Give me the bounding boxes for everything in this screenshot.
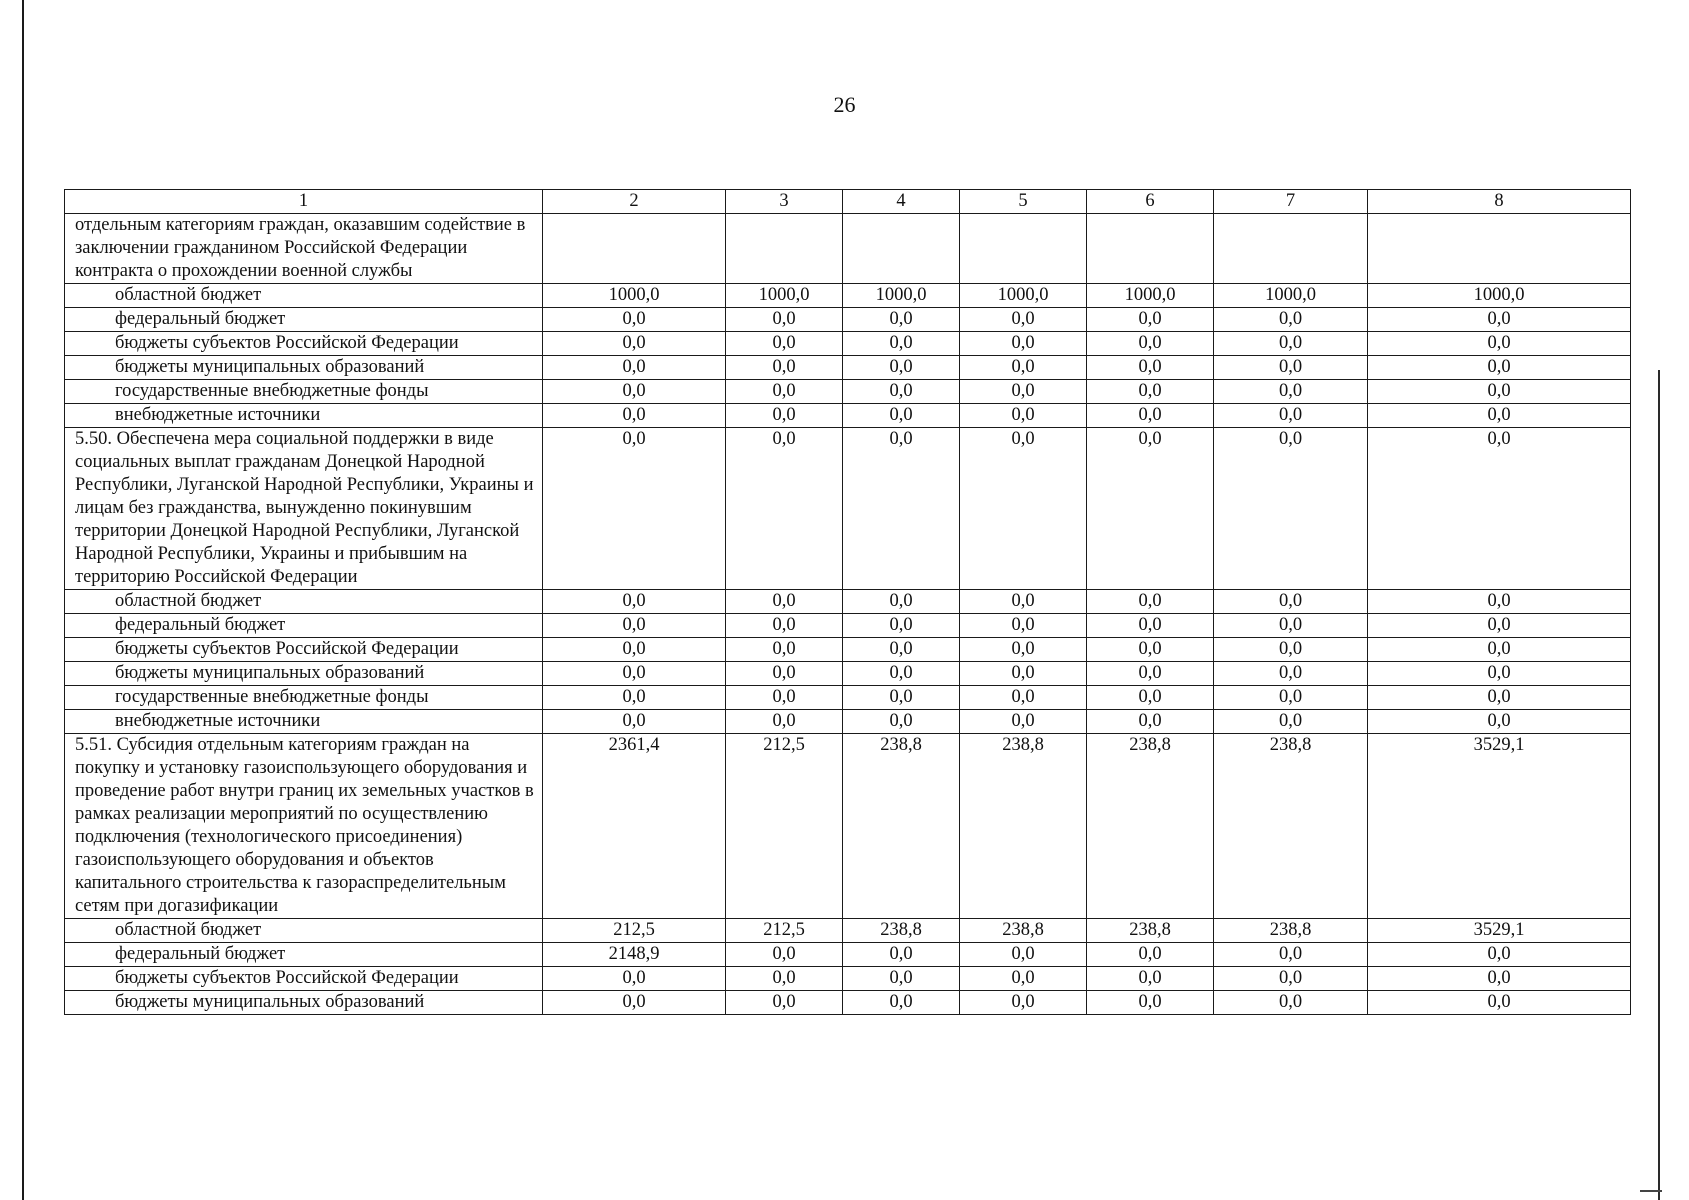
value-cell: 0,0 [843, 404, 960, 428]
value-cell: 0,0 [843, 638, 960, 662]
value-cell [960, 214, 1087, 284]
value-cell: 238,8 [1214, 919, 1368, 943]
value-cell: 0,0 [1214, 332, 1368, 356]
value-cell: 0,0 [843, 710, 960, 734]
value-cell: 0,0 [726, 356, 843, 380]
funding-source-label: государственные внебюджетные фонды [65, 686, 543, 710]
value-cell: 0,0 [1214, 614, 1368, 638]
funding-source-label: федеральный бюджет [65, 308, 543, 332]
value-cell: 0,0 [1368, 638, 1631, 662]
value-cell: 0,0 [843, 614, 960, 638]
value-cell: 0,0 [1087, 590, 1214, 614]
value-cell: 1000,0 [543, 284, 726, 308]
value-cell: 2361,4 [543, 734, 726, 919]
value-cell: 0,0 [1368, 308, 1631, 332]
value-cell: 1000,0 [1368, 284, 1631, 308]
value-cell: 0,0 [1368, 356, 1631, 380]
table-row-source [65, 404, 1631, 428]
value-cell: 0,0 [843, 308, 960, 332]
column-header: 8 [1368, 190, 1631, 214]
funding-source-label: бюджеты субъектов Российской Федерации [65, 638, 543, 662]
table-row-source [65, 686, 1631, 710]
value-cell: 238,8 [960, 919, 1087, 943]
table-row-source [65, 967, 1631, 991]
table-row-source [65, 332, 1631, 356]
value-cell: 0,0 [726, 404, 843, 428]
funding-source-label: областной бюджет [65, 590, 543, 614]
value-cell: 0,0 [1087, 991, 1214, 1015]
value-cell: 3529,1 [1368, 919, 1631, 943]
value-cell: 0,0 [960, 332, 1087, 356]
value-cell: 0,0 [1087, 686, 1214, 710]
value-cell: 0,0 [843, 380, 960, 404]
value-cell: 0,0 [543, 686, 726, 710]
value-cell: 0,0 [1214, 991, 1368, 1015]
column-header: 7 [1214, 190, 1368, 214]
column-header: 2 [543, 190, 726, 214]
item-description: 5.50. Обеспечена мера социальной поддержки в виде социальных выплат гражданам Донецкой Народной Республики, Луганской Народной Республики, Украины и лицам без гражданства, вынужденно покинувшим территории Донецкой Народной Республики, Луганской Народной Республики, Украины и прибывшим на территорию Российской Федерации [65, 428, 543, 590]
funding-source-label: государственные внебюджетные фонды [65, 380, 543, 404]
table-row-source [65, 991, 1631, 1015]
value-cell [1087, 214, 1214, 284]
value-cell: 0,0 [1087, 710, 1214, 734]
column-header: 6 [1087, 190, 1214, 214]
value-cell: 0,0 [1368, 404, 1631, 428]
value-cell: 0,0 [543, 710, 726, 734]
value-cell: 0,0 [1087, 428, 1214, 590]
value-cell: 0,0 [1214, 710, 1368, 734]
value-cell: 212,5 [543, 919, 726, 943]
value-cell: 0,0 [726, 332, 843, 356]
value-cell: 0,0 [960, 428, 1087, 590]
value-cell: 0,0 [1087, 662, 1214, 686]
value-cell: 0,0 [843, 332, 960, 356]
funding-source-label: федеральный бюджет [65, 614, 543, 638]
value-cell: 0,0 [726, 380, 843, 404]
funding-source-label: федеральный бюджет [65, 943, 543, 967]
value-cell: 0,0 [960, 590, 1087, 614]
table-row-source [65, 919, 1631, 943]
value-cell: 0,0 [1214, 404, 1368, 428]
value-cell: 0,0 [1087, 332, 1214, 356]
table-row-source [65, 380, 1631, 404]
funding-source-label: областной бюджет [65, 919, 543, 943]
value-cell: 0,0 [543, 614, 726, 638]
table-row-source [65, 638, 1631, 662]
value-cell: 238,8 [1214, 734, 1368, 919]
table-row-source [65, 356, 1631, 380]
table-row-item [65, 214, 1631, 284]
value-cell: 0,0 [843, 428, 960, 590]
value-cell [1214, 214, 1368, 284]
value-cell: 0,0 [1214, 308, 1368, 332]
funding-source-label: областной бюджет [65, 284, 543, 308]
value-cell: 0,0 [1368, 590, 1631, 614]
value-cell: 0,0 [1368, 967, 1631, 991]
value-cell: 0,0 [843, 686, 960, 710]
funding-source-label: бюджеты субъектов Российской Федерации [65, 332, 543, 356]
value-cell: 1000,0 [960, 284, 1087, 308]
table-header-row [65, 190, 1631, 214]
value-cell: 0,0 [960, 404, 1087, 428]
value-cell: 0,0 [960, 356, 1087, 380]
value-cell: 3529,1 [1368, 734, 1631, 919]
column-header: 5 [960, 190, 1087, 214]
item-description: 5.51. Субсидия отдельным категориям граждан на покупку и установку газоиспользующего оборудования и проведение работ внутри границ их земельных участков в рамках реализации мероприятий по осуществлению подключения (технологического присоединения) газоиспользующего оборудования и объектов капитального строительства к газораспределительным сетям при догазификации [65, 734, 543, 919]
value-cell: 0,0 [1214, 943, 1368, 967]
value-cell: 0,0 [1087, 380, 1214, 404]
value-cell: 0,0 [1368, 380, 1631, 404]
value-cell: 0,0 [543, 967, 726, 991]
table-row-source [65, 662, 1631, 686]
funding-source-label: бюджеты муниципальных образований [65, 356, 543, 380]
table-row-source [65, 710, 1631, 734]
table-row-source [65, 590, 1631, 614]
value-cell: 0,0 [960, 943, 1087, 967]
value-cell: 0,0 [543, 638, 726, 662]
value-cell: 0,0 [1368, 662, 1631, 686]
table-row-source [65, 943, 1631, 967]
value-cell: 0,0 [960, 638, 1087, 662]
value-cell: 0,0 [1087, 356, 1214, 380]
value-cell: 0,0 [1368, 710, 1631, 734]
column-header: 4 [843, 190, 960, 214]
value-cell: 0,0 [543, 308, 726, 332]
value-cell: 0,0 [1368, 686, 1631, 710]
budget-table [64, 189, 1631, 1015]
value-cell: 0,0 [543, 356, 726, 380]
value-cell: 2148,9 [543, 943, 726, 967]
table-row-item [65, 428, 1631, 590]
value-cell [726, 214, 843, 284]
value-cell: 0,0 [543, 428, 726, 590]
value-cell: 238,8 [1087, 734, 1214, 919]
value-cell: 0,0 [1087, 943, 1214, 967]
value-cell: 0,0 [960, 662, 1087, 686]
value-cell: 0,0 [960, 380, 1087, 404]
value-cell: 212,5 [726, 734, 843, 919]
scan-mark [1640, 1190, 1662, 1192]
value-cell: 0,0 [1087, 967, 1214, 991]
value-cell: 0,0 [843, 356, 960, 380]
value-cell: 0,0 [1087, 614, 1214, 638]
value-cell: 1000,0 [843, 284, 960, 308]
value-cell: 238,8 [843, 734, 960, 919]
value-cell [543, 214, 726, 284]
value-cell: 0,0 [1368, 943, 1631, 967]
value-cell: 0,0 [1214, 662, 1368, 686]
scan-edge-left [22, 0, 24, 1200]
funding-source-label: внебюджетные источники [65, 710, 543, 734]
value-cell: 0,0 [843, 662, 960, 686]
value-cell: 0,0 [1214, 380, 1368, 404]
value-cell: 0,0 [726, 428, 843, 590]
value-cell: 0,0 [843, 590, 960, 614]
column-header: 1 [65, 190, 543, 214]
value-cell: 0,0 [726, 686, 843, 710]
value-cell: 0,0 [1087, 308, 1214, 332]
value-cell: 0,0 [960, 614, 1087, 638]
value-cell: 0,0 [726, 710, 843, 734]
value-cell: 0,0 [843, 967, 960, 991]
funding-source-label: бюджеты муниципальных образований [65, 662, 543, 686]
value-cell: 212,5 [726, 919, 843, 943]
value-cell: 0,0 [1368, 991, 1631, 1015]
scan-edge-right [1658, 370, 1660, 1200]
funding-source-label: бюджеты муниципальных образований [65, 991, 543, 1015]
value-cell: 0,0 [726, 638, 843, 662]
value-cell: 0,0 [1214, 686, 1368, 710]
value-cell: 0,0 [960, 308, 1087, 332]
value-cell: 0,0 [1368, 428, 1631, 590]
value-cell: 0,0 [960, 710, 1087, 734]
table-row-item [65, 734, 1631, 919]
value-cell: 0,0 [1214, 356, 1368, 380]
value-cell: 0,0 [543, 662, 726, 686]
value-cell: 0,0 [726, 991, 843, 1015]
value-cell: 0,0 [1087, 638, 1214, 662]
value-cell: 0,0 [1087, 404, 1214, 428]
value-cell: 0,0 [960, 991, 1087, 1015]
value-cell: 1000,0 [1214, 284, 1368, 308]
value-cell: 0,0 [543, 590, 726, 614]
value-cell: 0,0 [543, 404, 726, 428]
value-cell: 0,0 [960, 967, 1087, 991]
value-cell: 0,0 [960, 686, 1087, 710]
value-cell: 0,0 [843, 991, 960, 1015]
funding-source-label: внебюджетные источники [65, 404, 543, 428]
value-cell: 238,8 [843, 919, 960, 943]
value-cell: 0,0 [726, 614, 843, 638]
item-description: отдельным категориям граждан, оказавшим содействие в заключении гражданином Российской Федерации контракта о прохождении военной службы [65, 214, 543, 284]
value-cell: 0,0 [1214, 967, 1368, 991]
table-row-source [65, 614, 1631, 638]
value-cell: 0,0 [843, 943, 960, 967]
table-body [65, 214, 1631, 1015]
value-cell: 0,0 [543, 380, 726, 404]
value-cell: 1000,0 [1087, 284, 1214, 308]
value-cell: 0,0 [1368, 614, 1631, 638]
value-cell: 0,0 [726, 967, 843, 991]
value-cell: 0,0 [543, 991, 726, 1015]
value-cell: 0,0 [1214, 590, 1368, 614]
value-cell: 0,0 [1368, 332, 1631, 356]
value-cell [843, 214, 960, 284]
table-row-source [65, 284, 1631, 308]
funding-source-label: бюджеты субъектов Российской Федерации [65, 967, 543, 991]
value-cell: 0,0 [726, 308, 843, 332]
value-cell: 0,0 [726, 943, 843, 967]
value-cell: 238,8 [960, 734, 1087, 919]
column-header: 3 [726, 190, 843, 214]
page-number: 26 [833, 92, 856, 117]
value-cell: 1000,0 [726, 284, 843, 308]
value-cell [1368, 214, 1631, 284]
value-cell: 0,0 [543, 332, 726, 356]
value-cell: 0,0 [1214, 638, 1368, 662]
value-cell: 0,0 [1214, 428, 1368, 590]
value-cell: 0,0 [726, 590, 843, 614]
value-cell: 238,8 [1087, 919, 1214, 943]
value-cell: 0,0 [726, 662, 843, 686]
table-row-source [65, 308, 1631, 332]
